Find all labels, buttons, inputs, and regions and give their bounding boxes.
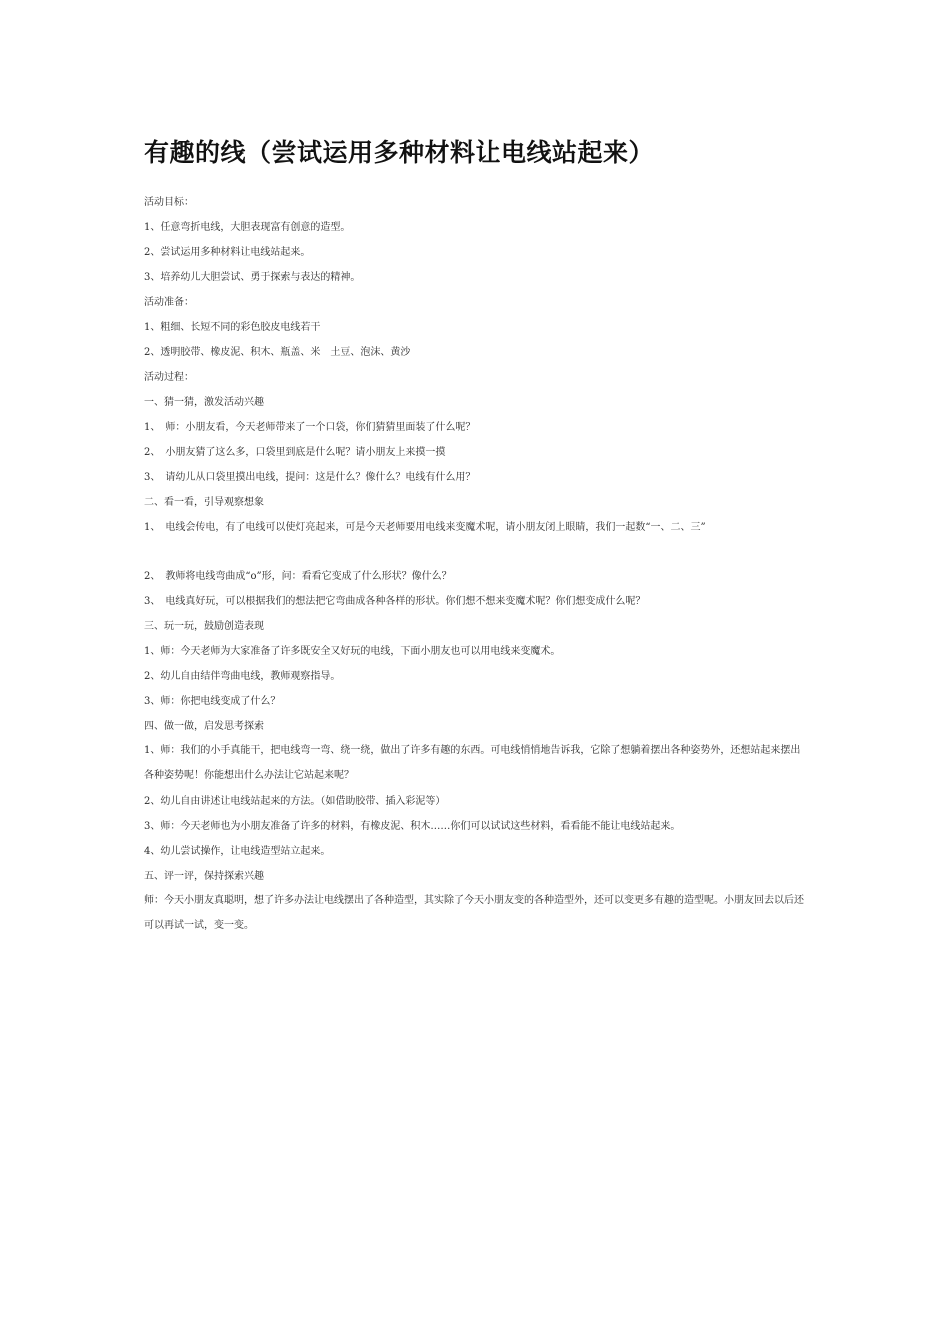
step-2-item-3: 3、 电线真好玩，可以根据我们的想法把它弯曲成各种各样的形状。你们想不想来变魔术呢？你们想变成什么呢？ — [144, 596, 646, 607]
step-4-item-1: 1、师：我们的小手真能干，把电线弯一弯、绕一绕，做出了许多有趣的东西。可电线悄悄地告诉我，它除了想躺着摆出各种姿势外，还想站起来摆出各种姿势呢！你能想出什么办法让它站起来呢？ — [144, 745, 801, 781]
goal-item-3: 3、培养幼儿大胆尝试、勇于探索与表达的精神。 — [144, 272, 361, 283]
step-1-item-3: 3、 请幼儿从口袋里摸出电线，提问：这是什么？像什么？电线有什么用？ — [144, 472, 476, 483]
step-heading-5: 五、评一评，保持探索兴趣 — [144, 871, 264, 882]
step-heading-2: 二、看一看，引导观察想象 — [144, 497, 264, 508]
step-4-item-4: 4、幼儿尝试操作，让电线造型站立起来。 — [144, 846, 331, 857]
goal-item-1: 1、任意弯折电线，大胆表现富有创意的造型。 — [144, 222, 351, 233]
step-1-item-2: 2、 小朋友猜了这么多，口袋里到底是什么呢？请小朋友上来摸一摸 — [144, 447, 446, 458]
step-heading-1: 一、猜一猜，激发活动兴趣 — [144, 397, 264, 408]
step-3-item-1: 1、师：今天老师为大家准备了许多既安全又好玩的电线，下面小朋友也可以用电线来变魔术。 — [144, 646, 561, 657]
step-4-item-2: 2、幼儿自由讲述让电线站起来的方法。（如借助胶带、插入彩泥等） — [144, 796, 446, 807]
step-3-item-2: 2、幼儿自由结伴弯曲电线，教师观察指导。 — [144, 671, 341, 682]
step-4-item-3: 3、师：今天老师也为小朋友准备了许多的材料，有橡皮泥、积木……你们可以试试这些材料，看看能不能让电线站起来。 — [144, 821, 681, 832]
step-2-item-2: 2、 教师将电线弯曲成“o”形，问：看看它变成了什么形状？像什么？ — [144, 571, 452, 582]
step-5-item-1: 师：今天小朋友真聪明，想了许多办法让电线摆出了各种造型，其实除了今天小朋友变的各种造型外，还可以变更多有趣的造型呢。小朋友回去以后还可以再试一试，变一变。 — [144, 895, 804, 931]
step-heading-3: 三、玩一玩，鼓励创造表现 — [144, 621, 264, 632]
goal-item-2: 2、尝试运用多种材料让电线站起来。 — [144, 247, 311, 258]
preparation-item-1: 1、粗细、长短不同的彩色胶皮电线若干 — [144, 322, 321, 333]
section-heading-preparation: 活动准备： — [144, 297, 194, 308]
step-heading-4: 四、做一做，启发思考探索 — [144, 721, 264, 732]
step-2-item-1: 1、 电线会传电，有了电线可以使灯亮起来，可是今天老师要用电线来变魔术呢，请小朋友闭上眼睛，我们一起数“一、二、三” — [144, 522, 706, 533]
document-title: 有趣的线（尝试运用多种材料让电线站起来） — [144, 138, 655, 167]
section-heading-process: 活动过程： — [144, 372, 194, 383]
preparation-item-2: 2、透明胶带、橡皮泥、积木、瓶盖、米 土豆、泡沫、黄沙 — [144, 347, 411, 358]
section-heading-goals: 活动目标： — [144, 197, 194, 208]
step-1-item-1: 1、 师：小朋友看，今天老师带来了一个口袋，你们猜猜里面装了什么呢？ — [144, 422, 476, 433]
step-3-item-3: 3、师：你把电线变成了什么？ — [144, 696, 281, 707]
